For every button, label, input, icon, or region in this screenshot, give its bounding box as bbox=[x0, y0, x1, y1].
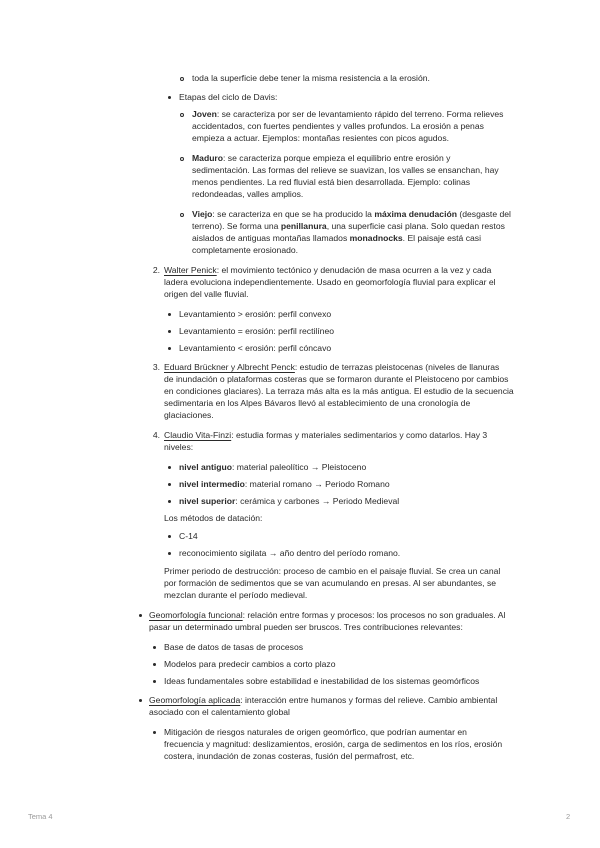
bruckner-line-5: glaciaciones. bbox=[164, 410, 214, 420]
etapas-heading: Etapas del ciclo de Davis: bbox=[179, 92, 278, 102]
maduro-line-4: redondeadas, valles amplios. bbox=[192, 189, 304, 199]
bruckner-line-1: Eduard Brückner y Albrecht Penck: estudio de terrazas pleistocenas (niveles de llanuras bbox=[164, 362, 500, 372]
list-number: 3. bbox=[152, 362, 160, 372]
viejo-term: Viejo bbox=[192, 209, 213, 219]
penck-line-3: origen del valle fluvial. bbox=[164, 289, 249, 299]
disc-bullet-icon bbox=[153, 731, 156, 734]
list-number: 2. bbox=[152, 265, 160, 275]
vita-link[interactable]: Claudio Vita-Finzi bbox=[164, 430, 232, 440]
disc-bullet-icon bbox=[168, 96, 171, 99]
disc-bullet-icon bbox=[153, 646, 156, 649]
disc-bullet-icon bbox=[168, 500, 171, 503]
disc-bullet-icon bbox=[139, 699, 142, 702]
penck-link[interactable]: Walter Penick bbox=[164, 265, 217, 275]
disc-bullet-icon bbox=[153, 680, 156, 683]
penck-line-2: ladera evoluciona independientemente. Usado en geomorfología fluvial para explicar el bbox=[164, 277, 496, 287]
list-item: Levantamiento < erosión: perfil cóncavo bbox=[179, 343, 332, 353]
disc-bullet-icon bbox=[168, 330, 171, 333]
circle-bullet-icon bbox=[180, 157, 184, 161]
viejo-line-2: terreno). Se forma una penillanura, una superficie casi plana. Solo quedan restos bbox=[192, 221, 505, 231]
list-item: Modelos para predecir cambios a corto plazo bbox=[164, 659, 336, 669]
periodo-line-1: Primer periodo de destrucción: proceso de cambio en el paisaje fluvial. Se crea un canal bbox=[164, 566, 501, 576]
aplicada-link[interactable]: Geomorfología aplicada bbox=[149, 695, 241, 705]
joven-line-1: Joven: se caracteriza por ser de levantamiento rápido del terreno. Forma relieves bbox=[192, 109, 504, 119]
aplicada-item-line-3: costera, inundación de zonas costeras, fusión del permafrost, etc. bbox=[164, 751, 415, 761]
maduro-line-3: menos pendientes. La red fluvial está bien desarrollada. Ejemplo: colinas bbox=[192, 177, 471, 187]
circle-bullet-icon bbox=[180, 77, 184, 81]
funcional-line-2: pasar un determinado umbral pueden ser bruscos. Tres contribuciones relevantes: bbox=[149, 622, 463, 632]
disc-bullet-icon bbox=[168, 483, 171, 486]
disc-bullet-icon bbox=[168, 552, 171, 555]
bruckner-line-3: en condiciones glaciares). La terraza más alta es la más antigua. El estudio de la secuencia bbox=[164, 386, 514, 396]
circle-bullet-icon bbox=[180, 213, 184, 217]
disc-bullet-icon bbox=[168, 466, 171, 469]
aplicada-line-1: Geomorfología aplicada: interacción entre humanos y formas del relieve. Cambio ambiental bbox=[149, 695, 498, 705]
penck-line-1: Walter Penick: el movimiento tectónico y denudación de masa ocurren a la vez y cada bbox=[164, 265, 492, 275]
page-number: 2 bbox=[566, 812, 571, 821]
bruckner-link[interactable]: Eduard Brückner y Albrecht Penck bbox=[164, 362, 295, 372]
list-item: Ideas fundamentales sobre estabilidad e inestabilidad de los sistemas geomórficos bbox=[164, 676, 480, 686]
funcional-line-1: Geomorfología funcional: relación entre formas y procesos: los procesos no son graduales. Al bbox=[149, 610, 506, 620]
bruckner-line-4: sedimentaria en los Alpes Bávaros llevó al establecimiento de una cronología de bbox=[164, 398, 471, 408]
aplicada-item-line-2: frecuencia y magnitud: deslizamientos, erosión, carga de sedimentos en los ríos, erosión bbox=[164, 739, 503, 749]
list-item: reconocimiento sigilata → año dentro del período romano. bbox=[179, 548, 401, 558]
maduro-line-2: sedimentación. Las formas del relieve se suavizan, los valles se ensanchan, hay bbox=[192, 165, 499, 175]
periodo-line-3: mezclan durante el período medieval. bbox=[164, 590, 308, 600]
viejo-line-3: aislados de antiguas montañas llamados monadnocks. El paisaje está casi bbox=[192, 233, 482, 243]
disc-bullet-icon bbox=[139, 614, 142, 617]
disc-bullet-icon bbox=[153, 663, 156, 666]
circle-bullet-icon bbox=[180, 113, 184, 117]
vita-line-2: niveles: bbox=[164, 442, 194, 452]
list-number: 4. bbox=[152, 430, 160, 440]
viejo-line-4: completamente erosionado. bbox=[192, 245, 299, 255]
viejo-line-1: Viejo: se caracteriza en que se ha producido la máxima denudación (desgaste del bbox=[192, 209, 511, 219]
vita-line-1: Claudio Vita-Finzi: estudia formas y materiales sedimentarios y como datarlos. Hay 3 bbox=[164, 430, 488, 440]
maduro-line-1: Maduro: se caracteriza porque empieza el equilibrio entre erosión y bbox=[192, 153, 451, 163]
footer-label: Tema 4 bbox=[28, 812, 53, 821]
aplicada-line-2: asociado con el calentamiento global bbox=[149, 707, 290, 717]
list-item: Levantamiento > erosión: perfil convexo bbox=[179, 309, 332, 319]
list-item: Levantamiento = erosión: perfil rectilíneo bbox=[179, 326, 335, 336]
metodos-heading: Los métodos de datación: bbox=[164, 513, 263, 523]
funcional-link[interactable]: Geomorfología funcional bbox=[149, 610, 243, 620]
maduro-term: Maduro bbox=[192, 153, 224, 163]
joven-line-3: empieza a actuar. Ejemplos: montañas resientes con picos agudos. bbox=[192, 133, 450, 143]
bruckner-line-2: de inundación o plataformas costeras que se formaron durante el Pleistoceno por cambios bbox=[164, 374, 509, 384]
joven-term: Joven bbox=[192, 109, 217, 119]
list-item: C-14 bbox=[179, 531, 198, 541]
list-item: Base de datos de tasas de procesos bbox=[164, 642, 304, 652]
disc-bullet-icon bbox=[168, 313, 171, 316]
aplicada-item-line-1: Mitigación de riesgos naturales de origen geomórfico, que podrían aumentar en bbox=[164, 727, 467, 737]
level-item: nivel superior: cerámica y carbones → Periodo Medieval bbox=[179, 496, 400, 506]
periodo-line-2: por formación de sedimentos que se van acumulando en presas. Al ser abundantes, se bbox=[164, 578, 497, 588]
disc-bullet-icon bbox=[168, 535, 171, 538]
level-item: nivel antiguo: material paleolítico → Pleistoceno bbox=[179, 462, 367, 472]
disc-bullet-icon bbox=[168, 347, 171, 350]
level-item: nivel intermedio: material romano → Periodo Romano bbox=[179, 479, 390, 489]
text-line: toda la superficie debe tener la misma resistencia a la erosión. bbox=[192, 73, 430, 83]
joven-line-2: accidentados, con fuertes pendientes y valles profundos. La erosión a penas bbox=[192, 121, 484, 131]
